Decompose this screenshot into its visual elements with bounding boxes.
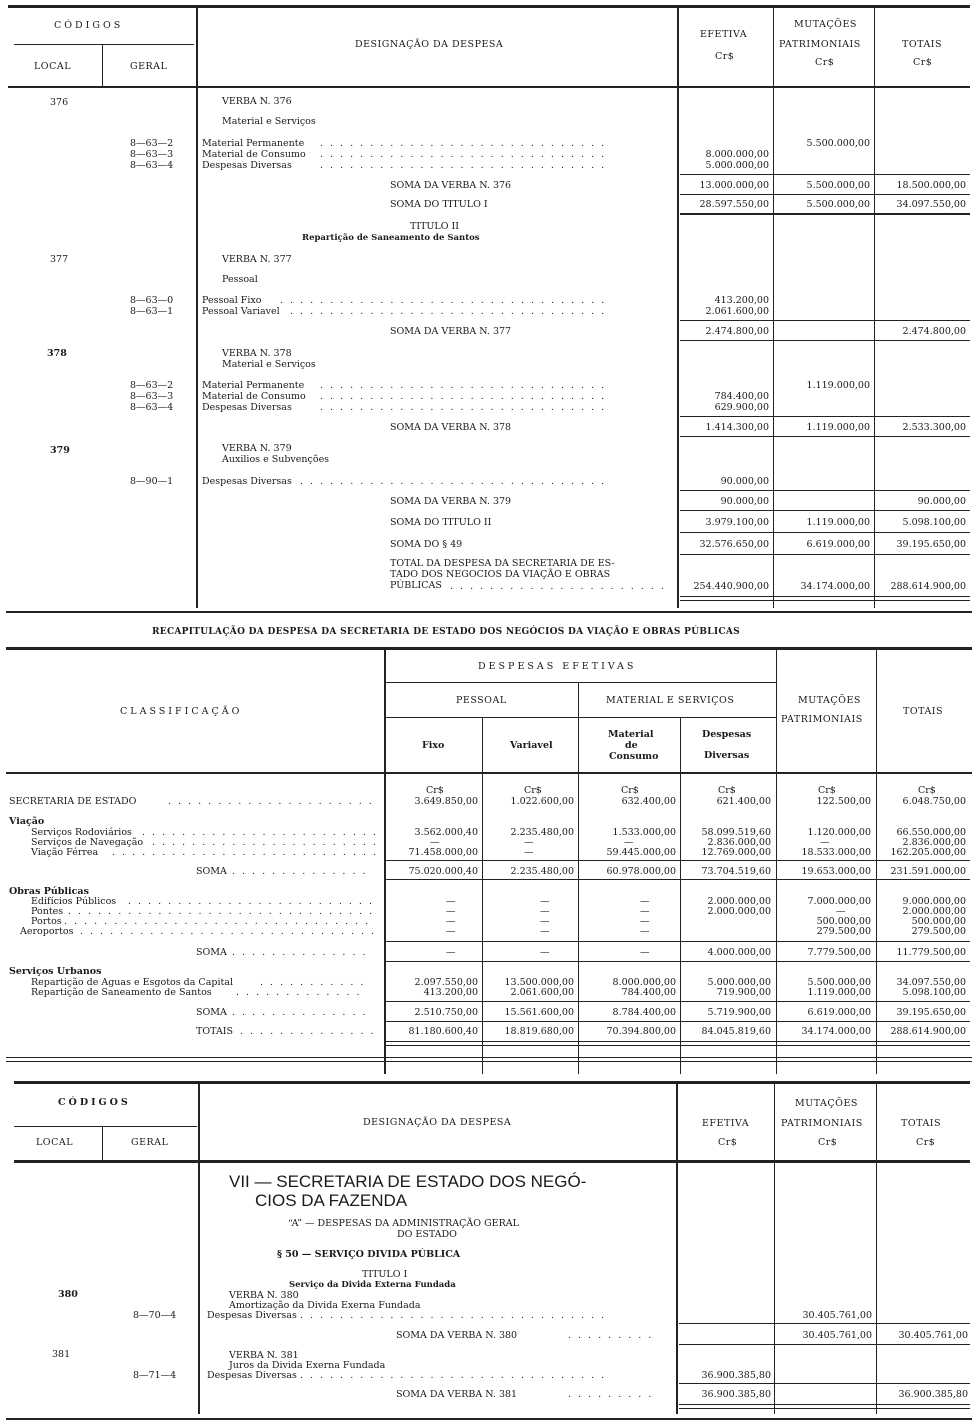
soma-despesas-diversas: 4.000.000,00 <box>707 947 771 958</box>
soma-titulo-efetiva: 3.979.100,00 <box>705 517 769 528</box>
soma-mutacoes: 6.619.000,00 <box>807 1007 871 1018</box>
efetiva-value: 90.000,00 <box>720 476 769 487</box>
dot-leader: . . . . . . . . . . . . . . . . . . . . . . . . . . . . . <box>320 391 607 402</box>
item-label: Despesas Diversas <box>202 476 292 487</box>
recap-title: RECAPITULAÇÃO DA DESPESA DA SECRETARIA DE ESTADO DOS NEGÓCIOS DA VIAÇÃO E OBRAS PÚBLICAS <box>152 627 740 637</box>
soma-efetiva: 1.414.300,00 <box>705 422 769 433</box>
pessoal-header: PESSOAL <box>456 695 507 706</box>
fixo-value: — <box>446 916 456 927</box>
dot-leader: . . . . . . . . . . . . . . . . . . . . . . . . . . . . . . . <box>300 1310 607 1321</box>
despesas-diversas-value: 2.836.000,00 <box>707 837 771 848</box>
dot-leader: . . . . . . . . . . . . . . <box>240 1026 376 1037</box>
soma-paragrafo-mutacoes: 6.619.000,00 <box>806 539 870 550</box>
verba-subtitle: Material e Serviços <box>222 359 316 370</box>
despesas-diversas-value: 5.000.000,00 <box>707 977 771 988</box>
recap-row-label: Repartição de Aguas e Esgotos da Capital <box>31 977 234 988</box>
designacao-header: DESIGNAÇÃO DA DESPESA <box>363 1117 512 1128</box>
efetiva-value: 8.000.000,00 <box>705 149 769 160</box>
total-value: 279.500,00 <box>911 926 966 937</box>
item-label: Material de Consumo <box>202 391 306 402</box>
crs-label: Cr$ <box>718 785 736 796</box>
soma-efetiva: 90.000,00 <box>720 496 769 507</box>
material-consumo-value: — <box>640 916 650 927</box>
variavel-value: — <box>540 896 550 907</box>
total-value: 2.000.000,00 <box>902 906 966 917</box>
mutacoes-value: — <box>836 906 846 917</box>
totais-variavel: 18.819.680,00 <box>504 1026 574 1037</box>
total-despesa-line3: PÚBLICAS <box>390 580 442 591</box>
total-despesa-mutacoes: 34.174.000,00 <box>800 581 870 592</box>
variavel-value: — <box>524 847 534 858</box>
soma-paragrafo-total: 39.195.650,00 <box>896 539 966 550</box>
dot-leader: . . . . . . . . . . . . . . . . . . . . . <box>168 796 374 807</box>
mutacoes-crs: Cr$ <box>815 57 835 68</box>
soma-fixo: — <box>446 947 456 958</box>
mutacoes-value: 1.120.000,00 <box>807 827 871 838</box>
efetiva-header: EFETIVA <box>702 1118 750 1129</box>
totais-crs: Cr$ <box>913 57 933 68</box>
soma-titulo-mutacoes: 1.119.000,00 <box>806 517 870 528</box>
patrimoniais-header: PATRIMONIAIS <box>781 714 863 725</box>
material-consumo-value: 1.533.000,00 <box>612 827 676 838</box>
variavel-value: 13.500.000,00 <box>504 977 574 988</box>
material-consumo-value: 632.400,00 <box>621 796 676 807</box>
totais-mutacoes: 34.174.000,00 <box>801 1026 871 1037</box>
mutacoes-value: 1.119.000,00 <box>806 380 870 391</box>
total-despesa-total: 288.614.900,00 <box>890 581 966 592</box>
recap-row-label: SECRETARIA DE ESTADO <box>9 796 137 807</box>
soma-mutacoes: 1.119.000,00 <box>806 422 870 433</box>
soma-total: 30.405.761,00 <box>898 1330 968 1341</box>
soma-titulo-total: 5.098.100,00 <box>902 517 966 528</box>
geral-code: 8—70—4 <box>133 1310 177 1321</box>
soma-label: SOMA DA VERBA N. 377 <box>390 326 512 337</box>
patrimoniais-header: PATRIMONIAIS <box>781 1118 863 1129</box>
item-label: Material de Consumo <box>202 149 306 160</box>
item-label: Material Permanente <box>202 380 305 391</box>
material-servicos-header: MATERIAL E SERVIÇOS <box>606 695 735 706</box>
crs-label: Cr$ <box>621 785 639 796</box>
total-despesa-line2: TADO DOS NEGOCIOS DA VIAÇÃO E OBRAS <box>390 569 611 580</box>
efetiva-value: 36.900.385,80 <box>701 1370 771 1381</box>
fixo-value: 2.097.550,00 <box>414 977 478 988</box>
dot-leader: . . . . . . . . . . . . . . <box>232 947 368 958</box>
mutacoes-value: 1.119.000,00 <box>807 987 871 998</box>
crs-label: Cr$ <box>524 785 542 796</box>
variavel-value: 1.022.600,00 <box>510 796 574 807</box>
titulo-heading: TITULO II <box>410 221 460 232</box>
soma-variavel: — <box>540 947 550 958</box>
totais-header: TOTAIS <box>902 39 943 50</box>
item-label: Despesas Diversas <box>207 1310 297 1321</box>
efetiva-header: EFETIVA <box>700 29 748 40</box>
soma-titulo-mutacoes: 5.500.000,00 <box>806 199 870 210</box>
verba-subtitle: Material e Serviços <box>222 116 316 127</box>
soma-total: 11.779.500,00 <box>896 947 966 958</box>
totais-fixo: 81.180.600,40 <box>408 1026 478 1037</box>
mutacoes-value: 279.500,00 <box>816 926 871 937</box>
dot-leader: . . . . . . . . . . . . . . . . . . . . . . . . . <box>128 896 374 907</box>
fixo-value: — <box>446 896 456 907</box>
geral-code: 8—63—2 <box>130 380 174 391</box>
codigos-header: CÓDIGOS <box>54 20 124 31</box>
dot-leader: . . . . . . . . . . . . . . . . . . . . . . . . . . . . . . . . <box>290 306 607 317</box>
efetiva-value: 413.200,00 <box>714 295 769 306</box>
geral-code: 8—63—4 <box>130 160 174 171</box>
efetiva-value: 629.900,00 <box>714 402 769 413</box>
codigos-header: CÓDIGOS <box>58 1097 131 1108</box>
verba-title: VERBA N. 376 <box>222 96 292 107</box>
soma-titulo-label: SOMA DO TITULO I <box>390 199 488 210</box>
soma-label: SOMA <box>196 947 227 958</box>
recap-row-label: Viação Férrea <box>31 847 99 858</box>
item-label: Material Permanente <box>202 138 305 149</box>
local-code: 377 <box>50 254 69 265</box>
dot-leader: . . . . . . . . . . . . . <box>236 987 362 998</box>
group-label: Obras Públicas <box>9 886 89 897</box>
verba-title: VERBA N. 377 <box>222 254 292 265</box>
total-value: 66.550.000,00 <box>896 827 966 838</box>
soma-variavel: 15.561.600,00 <box>504 1007 574 1018</box>
despesas-diversas-value: 58.099.519,60 <box>701 827 771 838</box>
verba-title: VERBA N. 380 <box>229 1290 299 1301</box>
totais-header: TOTAIS <box>903 706 944 717</box>
soma-label: SOMA DA VERBA N. 379 <box>390 496 512 507</box>
variavel-value: — <box>540 926 550 937</box>
efetiva-value: 2.061.600,00 <box>705 306 769 317</box>
soma-despesas-diversas: 73.704.519,60 <box>701 866 771 877</box>
total-despesa-line1: TOTAL DA DESPESA DA SECRETARIA DE ES- <box>390 558 615 569</box>
totais-material-consumo: 70.394.800,00 <box>606 1026 676 1037</box>
soma-total: 2.474.800,00 <box>902 326 966 337</box>
despesas-diversas-header-2: Diversas <box>704 750 750 761</box>
soma-efetiva: 13.000.000,00 <box>699 180 769 191</box>
material-consumo-value: — <box>624 837 634 848</box>
totais-despesas-diversas: 84.045.819,60 <box>701 1026 771 1037</box>
dot-leader: . . . . . . . . . . . . . . . . . . . . . . . . . . . . . . . . . <box>280 295 607 306</box>
section-heading-line2: CIOS DA FAZENDA <box>255 1191 408 1210</box>
section-heading-line1: VII — SECRETARIA DE ESTADO DOS NEGÓ- <box>229 1172 587 1191</box>
soma-despesas-diversas: 5.719.900,00 <box>707 1007 771 1018</box>
item-label: Despesas Diversas <box>202 160 292 171</box>
dot-leader: . . . . . . . . . . . . . . . . . . . . . . . . . . . . . . . <box>68 906 375 917</box>
verba-title: VERBA N. 381 <box>229 1350 299 1361</box>
recap-row-label: Aeroportos <box>20 926 74 937</box>
total-value: 9.000.000,00 <box>902 896 966 907</box>
dot-leader: . . . . . . . . . . . . . . . . . . . . . . <box>450 581 666 592</box>
variavel-value: — <box>524 837 534 848</box>
variavel-value: 2.235.480,00 <box>510 827 574 838</box>
local-header: LOCAL <box>36 1137 74 1148</box>
fixo-value: — <box>446 926 456 937</box>
material-consumo-value: — <box>640 906 650 917</box>
section-sub-line2: DO ESTADO <box>397 1229 457 1240</box>
patrimoniais-header: PATRIMONIAIS <box>779 39 861 50</box>
verba-title: VERBA N. 378 <box>222 348 292 359</box>
geral-code: 8—63—4 <box>130 402 174 413</box>
mutacoes-crs: Cr$ <box>818 1137 838 1148</box>
geral-code: 8—63—3 <box>130 149 174 160</box>
totais-crs: Cr$ <box>916 1137 936 1148</box>
mutacoes-value: — <box>820 837 830 848</box>
item-label: Pessoal Fixo <box>202 295 262 306</box>
material-consumo-header-1: Material <box>608 729 654 740</box>
soma-paragrafo-label: SOMA DO § 49 <box>390 539 463 550</box>
dot-leader: . . . . . . . . . . . . . . . . . . . . . . . . <box>142 827 378 838</box>
dot-leader: . . . . . . . . . . . . . . . . . . . . . . . . . . . . . . . <box>300 1370 607 1381</box>
variavel-value: — <box>540 906 550 917</box>
total-value: 6.048.750,00 <box>902 796 966 807</box>
mutacoes-value: 5.500.000,00 <box>807 977 871 988</box>
soma-mutacoes: 30.405.761,00 <box>802 1330 872 1341</box>
mutacoes-value: 122.500,00 <box>816 796 871 807</box>
crs-label: Cr$ <box>918 785 936 796</box>
efetiva-crs: Cr$ <box>715 51 735 62</box>
dot-leader: . . . . . . . . . . . . . . . . . . . . . . . . . . . . . <box>320 402 607 413</box>
dot-leader: . . . . . . . . . . . . . . <box>232 1007 368 1018</box>
mutacoes-header: MUTAÇÕES <box>795 1098 858 1109</box>
soma-fixo: 75.020.000,40 <box>408 866 478 877</box>
group-label: Serviços Urbanos <box>9 966 102 977</box>
paragrafo-heading: § 50 — SERVIÇO DIVIDA PÚBLICA <box>277 1249 461 1260</box>
recap-row-label: Edifícios Públicos <box>31 896 117 907</box>
soma-total: 231.591.000,00 <box>890 866 966 877</box>
crs-label: Cr$ <box>818 785 836 796</box>
mutacoes-value: 18.533.000,00 <box>801 847 871 858</box>
despesas-efetivas-header: DESPESAS EFETIVAS <box>478 661 637 672</box>
soma-label: SOMA <box>196 1007 227 1018</box>
material-consumo-header-3: Consumo <box>609 751 659 762</box>
total-value: 2.836.000,00 <box>902 837 966 848</box>
fixo-value: — <box>430 837 440 848</box>
item-label: Despesas Diversas <box>207 1370 297 1381</box>
totais-total: 288.614.900,00 <box>890 1026 966 1037</box>
crs-label: Cr$ <box>426 785 444 796</box>
recap-row-label: Serviços de Navegação <box>31 837 144 848</box>
mutacoes-value: 7.000.000,00 <box>807 896 871 907</box>
soma-material-consumo: 8.784.400,00 <box>612 1007 676 1018</box>
soma-variavel: 2.235.480,00 <box>510 866 574 877</box>
soma-efetiva: 2.474.800,00 <box>705 326 769 337</box>
local-code: 376 <box>50 97 69 108</box>
material-consumo-value: 8.000.000,00 <box>612 977 676 988</box>
local-code: 379 <box>50 445 70 456</box>
dot-leader: . . . . . . . . . . . . . . <box>232 866 368 877</box>
titulo-subheading: Repartição de Saneamento de Santos <box>302 233 480 243</box>
soma-label: SOMA DA VERBA N. 380 <box>396 1330 518 1341</box>
soma-mutacoes: 5.500.000,00 <box>806 180 870 191</box>
variavel-header: Variavel <box>510 740 553 751</box>
totais-label: TOTAIS <box>196 1026 234 1037</box>
dot-leader: . . . . . . . . . . . . . . . . . . . . . . . . . . . . . . <box>80 926 377 937</box>
recap-row-label: Pontes <box>31 906 64 917</box>
soma-mutacoes: 7.779.500,00 <box>807 947 871 958</box>
recap-row-label: Portos <box>31 916 62 927</box>
soma-mutacoes: 19.653.000,00 <box>801 866 871 877</box>
geral-header: GERAL <box>131 1137 169 1148</box>
total-value: 5.098.100,00 <box>902 987 966 998</box>
geral-code: 8—63—0 <box>130 295 174 306</box>
soma-titulo-label: SOMA DO TITULO II <box>390 517 492 528</box>
verba-subtitle: Amortização da Divida Exerna Fundada <box>229 1300 421 1311</box>
geral-code: 8—63—3 <box>130 391 174 402</box>
despesas-diversas-value: 621.400,00 <box>716 796 771 807</box>
local-header: LOCAL <box>34 61 72 72</box>
mutacoes-value: 500.000,00 <box>816 916 871 927</box>
dot-leader: . . . . . . . . . . . . . . . . . . . . . . . . . . . . . <box>320 380 607 391</box>
efetiva-crs: Cr$ <box>718 1137 738 1148</box>
soma-total: 90.000,00 <box>917 496 966 507</box>
mutacoes-header: MUTAÇÕES <box>798 695 861 706</box>
soma-material-consumo: — <box>640 947 650 958</box>
fixo-value: 71.458.000,00 <box>408 847 478 858</box>
soma-titulo-total: 34.097.550,00 <box>896 199 966 210</box>
totais-header: TOTAIS <box>901 1118 942 1129</box>
fixo-value: — <box>446 906 456 917</box>
section-sub-line1: “A” — DESPESAS DA ADMINISTRAÇÃO GERAL <box>288 1218 519 1229</box>
soma-total: 2.533.300,00 <box>902 422 966 433</box>
titulo-heading: TITULO I <box>362 1269 408 1280</box>
soma-paragrafo-efetiva: 32.576.650,00 <box>699 539 769 550</box>
mutacoes-value: 30.405.761,00 <box>802 1310 872 1321</box>
soma-material-consumo: 60.978.000,00 <box>606 866 676 877</box>
soma-label: SOMA DA VERBA N. 378 <box>390 422 512 433</box>
material-consumo-value: — <box>640 896 650 907</box>
soma-efetiva: 36.900.385,80 <box>701 1389 771 1400</box>
classificacao-header: CLASSIFICAÇÃO <box>120 706 243 717</box>
fixo-value: 413.200,00 <box>423 987 478 998</box>
dot-leader: . . . . . . . . . . . . . . . . . . . . . . . . . . . . . . . <box>64 916 371 927</box>
dot-leader: . . . . . . . . . . . . . . . . . . . . . . . . . . . . . <box>320 138 607 149</box>
dot-leader: . . . . . . . . . . . . . . . . . . . . . . . <box>152 837 378 848</box>
despesas-diversas-value: 12.769.000,00 <box>701 847 771 858</box>
efetiva-value: 784.400,00 <box>714 391 769 402</box>
geral-code: 8—71—4 <box>133 1370 177 1381</box>
local-code: 381 <box>52 1349 71 1360</box>
total-value: 162.205.000,00 <box>890 847 966 858</box>
fixo-value: 3.562.000,40 <box>414 827 478 838</box>
soma-label: SOMA DA VERBA N. 381 <box>396 1389 518 1400</box>
fixo-header: Fixo <box>422 740 445 751</box>
geral-header: GERAL <box>130 61 168 72</box>
geral-code: 8—63—1 <box>130 306 174 317</box>
soma-titulo-efetiva: 28.597.550,00 <box>699 199 769 210</box>
local-code: 380 <box>58 1289 78 1300</box>
recap-row-label: Serviços Rodoviários <box>31 827 132 838</box>
local-code: 378 <box>47 348 67 359</box>
verba-subtitle: Pessoal <box>222 274 258 285</box>
group-label: Viação <box>9 816 45 827</box>
fixo-value: 3.649.850,00 <box>414 796 478 807</box>
material-consumo-header-2: de <box>625 740 638 751</box>
efetiva-value: 5.000.000,00 <box>705 160 769 171</box>
verba-title: VERBA N. 379 <box>222 443 292 454</box>
item-label: Despesas Diversas <box>202 402 292 413</box>
variavel-value: — <box>540 916 550 927</box>
material-consumo-value: 59.445.000,00 <box>606 847 676 858</box>
despesas-diversas-value: 2.000.000,00 <box>707 906 771 917</box>
despesas-diversas-value: 719.900,00 <box>716 987 771 998</box>
total-value: 500.000,00 <box>911 916 966 927</box>
material-consumo-value: — <box>640 926 650 937</box>
soma-total: 18.500.000,00 <box>896 180 966 191</box>
mutacoes-value: 5.500.000,00 <box>806 138 870 149</box>
dot-leader: . . . . . . . . . . . <box>260 977 366 988</box>
soma-label: SOMA <box>196 866 227 877</box>
verba-subtitle: Juros da Divida Exerna Fundada <box>229 1360 386 1371</box>
soma-total: 36.900.385,80 <box>898 1389 968 1400</box>
item-label: Pessoal Variavel <box>202 306 280 317</box>
dot-leader: . . . . . . . . . <box>568 1330 654 1341</box>
dot-leader: . . . . . . . . . <box>568 1389 654 1400</box>
geral-code: 8—90—1 <box>130 476 174 487</box>
verba-subtitle: Auxilios e Subvenções <box>222 454 330 465</box>
despesas-diversas-header-1: Despesas <box>702 729 752 740</box>
total-despesa-efetiva: 254.440.900,00 <box>693 581 769 592</box>
titulo-subheading: Serviço da Divida Externa Fundada <box>289 1280 456 1290</box>
geral-code: 8—63—2 <box>130 138 174 149</box>
soma-label: SOMA DA VERBA N. 376 <box>390 180 512 191</box>
designacao-header: DESIGNAÇÃO DA DESPESA <box>355 39 504 50</box>
mutacoes-header: MUTAÇÕES <box>794 19 857 30</box>
variavel-value: 2.061.600,00 <box>510 987 574 998</box>
dot-leader: . . . . . . . . . . . . . . . . . . . . . . . . . . . . . <box>320 149 607 160</box>
soma-fixo: 2.510.750,00 <box>414 1007 478 1018</box>
material-consumo-value: 784.400,00 <box>621 987 676 998</box>
dot-leader: . . . . . . . . . . . . . . . . . . . . . . . . . . . . . <box>320 160 607 171</box>
dot-leader: . . . . . . . . . . . . . . . . . . . . . . . . . . . <box>112 847 379 858</box>
recap-row-label: Repartição de Saneamento de Santos <box>31 987 212 998</box>
dot-leader: . . . . . . . . . . . . . . . . . . . . . . . . . . . . . . . <box>300 476 607 487</box>
total-value: 34.097.550,00 <box>896 977 966 988</box>
soma-total: 39.195.650,00 <box>896 1007 966 1018</box>
despesas-diversas-value: 2.000.000,00 <box>707 896 771 907</box>
